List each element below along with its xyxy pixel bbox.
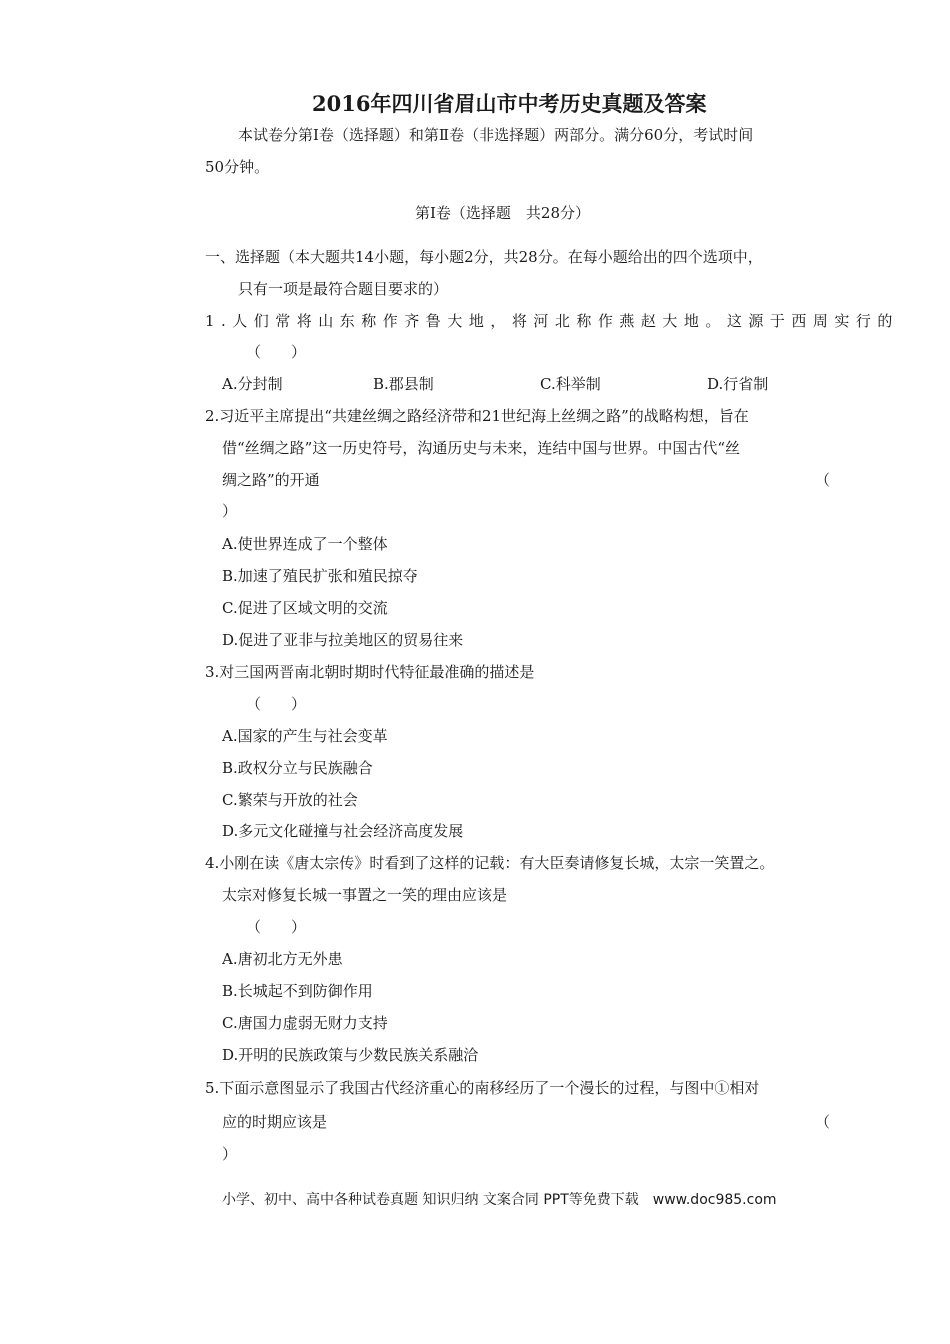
question-2-stem-line-3: 绸之路”的开通 xyxy=(222,471,320,489)
question-4-answer-bracket: （ ） xyxy=(246,918,307,936)
question-2-option-c: C.促进了区域文明的交流 xyxy=(222,599,388,617)
question-5-bracket-close: ） xyxy=(222,1145,238,1163)
question-4-option-b: B.长城起不到防御作用 xyxy=(222,982,373,1000)
question-1-option-c: C.科举制 xyxy=(540,375,601,393)
question-1-option-b: B.郡县制 xyxy=(373,375,434,393)
question-3-stem: 3.对三国两晋南北朝时期时代特征最准确的描述是 xyxy=(205,663,535,681)
question-1-answer-bracket: （ ） xyxy=(246,343,307,361)
question-3-option-a: A.国家的产生与社会变革 xyxy=(222,727,388,745)
question-2-bracket-open: （ xyxy=(815,471,831,489)
question-4-option-a: A.唐初北方无外患 xyxy=(222,950,343,968)
question-2-bracket-close: ） xyxy=(222,502,238,520)
question-1-option-a: A.分封制 xyxy=(222,375,283,393)
question-4-option-d: D.开明的民族政策与少数民族关系融洽 xyxy=(222,1046,479,1064)
question-2-option-b: B.加速了殖民扩张和殖民掠夺 xyxy=(222,567,418,585)
question-3-option-d: D.多元文化碰撞与社会经济高度发展 xyxy=(222,822,464,840)
question-4-stem-line-2: 太宗对修复长城一事置之一笑的理由应该是 xyxy=(222,886,508,904)
question-2-stem-line-1: 2.习近平主席提出“共建丝绸之路经济带和21世纪海上丝绸之路”的战略构想，旨在 xyxy=(205,407,749,425)
part-heading-line-2: 只有一项是最符合题目要求的） xyxy=(238,280,449,298)
question-2-stem-line-2: 借“丝绸之路”这一历史符号，沟通历史与未来，连结中国与世界。中国古代“丝 xyxy=(222,439,741,457)
question-1-option-d: D.行省制 xyxy=(707,375,769,393)
question-3-option-c: C.繁荣与开放的社会 xyxy=(222,791,358,809)
intro-line-1: 本试卷分第Ⅰ卷（选择题）和第Ⅱ卷（非选择题）两部分。满分60分，考试时间 xyxy=(238,126,754,144)
page-title: 2016年四川省眉山市中考历史真题及答案 xyxy=(312,91,707,116)
question-3-option-b: B.政权分立与民族融合 xyxy=(222,759,373,777)
question-1-stem: 1.人们常将山东称作齐鲁大地，将河北称作燕赵大地。这源于西周实行的 xyxy=(205,312,899,330)
question-5-stem-line-2: 应的时期应该是 xyxy=(222,1113,328,1131)
question-5-stem-line-1: 5.下面示意图显示了我国古代经济重心的南移经历了一个漫长的过程，与图中①相对 xyxy=(205,1079,760,1097)
part-heading-line-1: 一、选择题（本大题共14小题，每小题2分，共28分。在每小题给出的四个选项中， xyxy=(205,248,763,266)
question-3-answer-bracket: （ ） xyxy=(246,695,307,713)
section-title: 第Ⅰ卷（选择题 共28分） xyxy=(415,204,591,222)
question-5-bracket-open: （ xyxy=(815,1113,831,1131)
question-4-stem-line-1: 4.小刚在读《唐太宗传》时看到了这样的记载：有大臣奏请修复长城，太宗一笑置之。 xyxy=(205,854,775,872)
footer-download-notice: 小学、初中、高中各种试卷真题 知识归纳 文案合同 PPT等免费下载 www.doc985.com xyxy=(222,1192,777,1208)
question-2-option-a: A.使世界连成了一个整体 xyxy=(222,535,388,553)
question-4-option-c: C.唐国力虚弱无财力支持 xyxy=(222,1014,388,1032)
intro-line-2: 50分钟。 xyxy=(205,158,270,176)
question-2-option-d: D.促进了亚非与拉美地区的贸易往来 xyxy=(222,631,464,649)
